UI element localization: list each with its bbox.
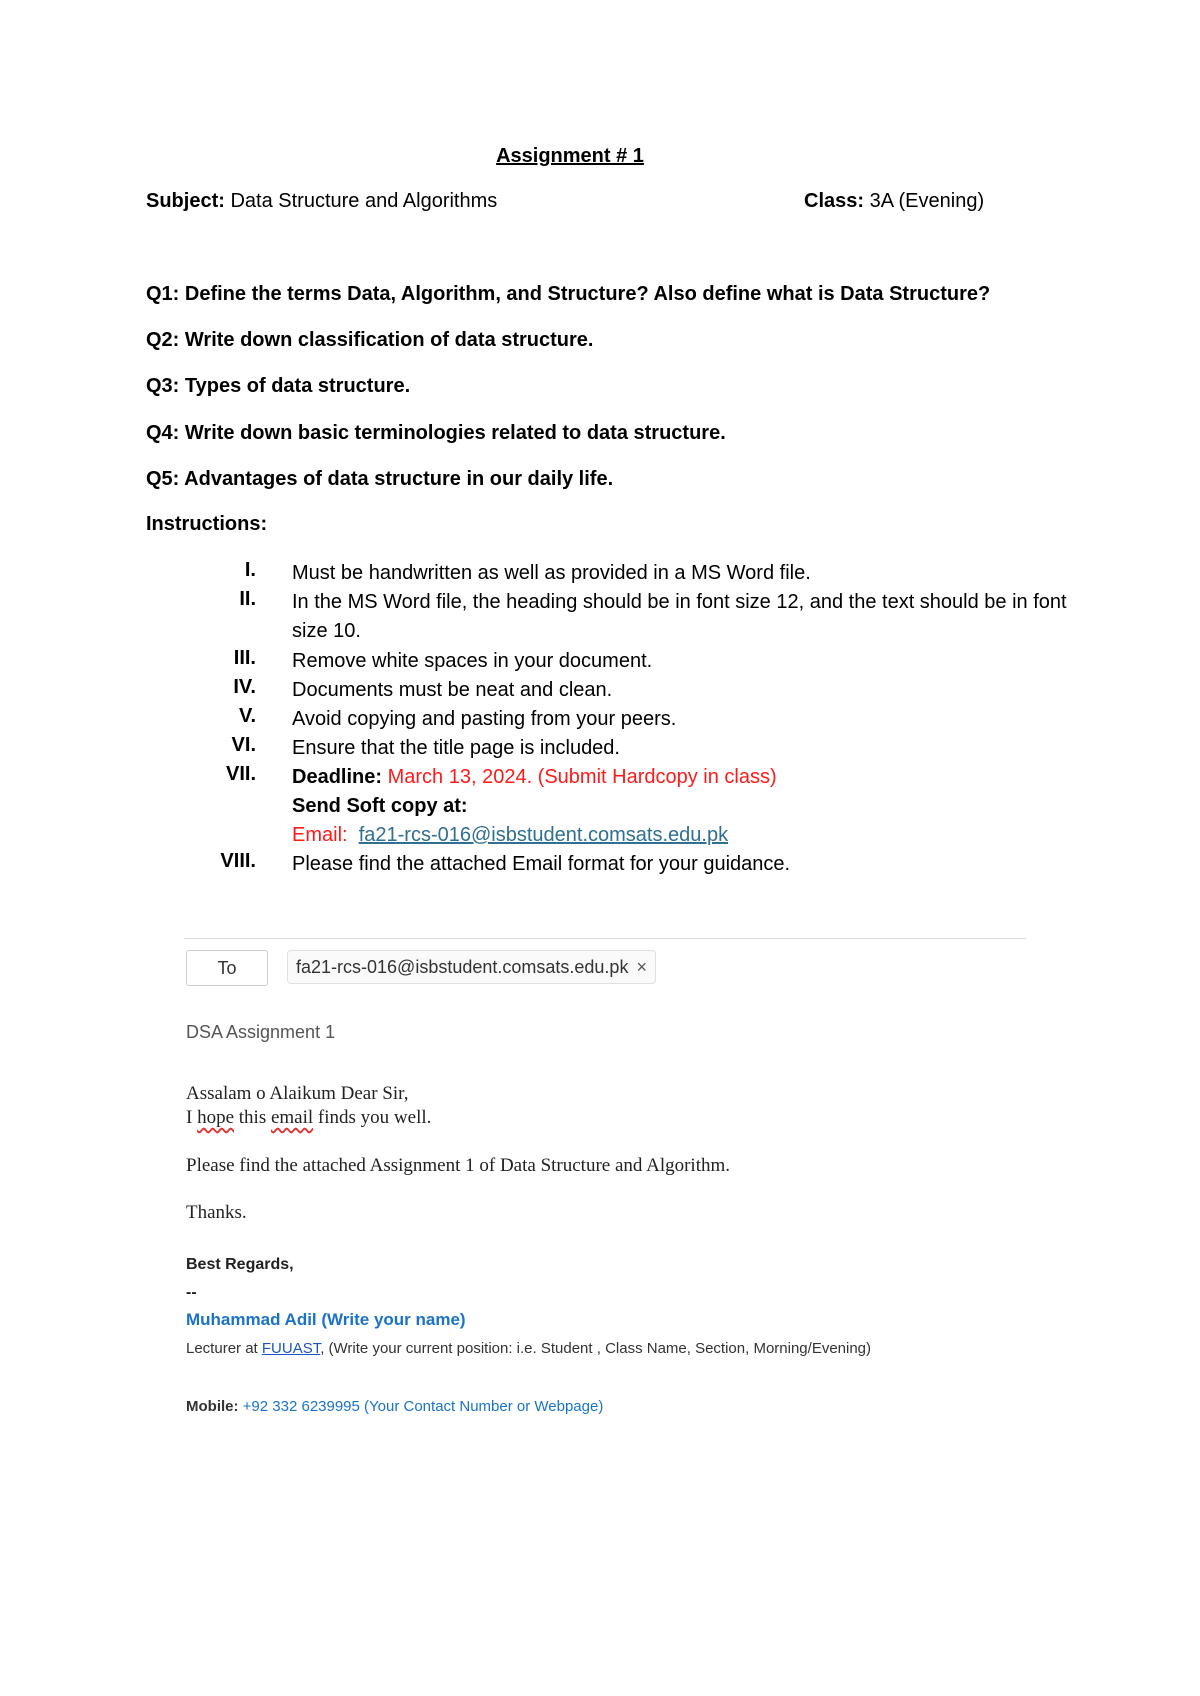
- deadline-value: March 13, 2024. (Submit Hardcopy in class): [387, 766, 777, 788]
- signature-regards: Best Regards,: [186, 1256, 294, 1273]
- instruction-text: Ensure that the title page is included.: [292, 737, 620, 759]
- soft-copy-label: Send Soft copy at:: [292, 795, 468, 817]
- greeting-text: finds you well.: [313, 1107, 432, 1128]
- instruction-number: VI.: [231, 734, 256, 756]
- question-2: Q2: Write down classification of data structure.: [146, 329, 594, 351]
- instructions-heading: Instructions:: [146, 513, 268, 535]
- recipient-address: fa21-rcs-016@isbstudent.comsats.edu.pk: [296, 957, 629, 977]
- instruction-text: In the MS Word file, the heading should be in font size 12, and the text should be in font size 10.: [292, 591, 1067, 642]
- subject-label: Subject:: [146, 190, 225, 212]
- instruction-text: [292, 763, 1072, 850]
- instruction-text: Remove white spaces in your document.: [292, 650, 653, 672]
- class-value: 3A (Evening): [869, 190, 985, 212]
- instruction-number: V.: [238, 705, 256, 727]
- email-greeting: Assalam o Alaikum Dear Sir,: [186, 1083, 409, 1104]
- mobile-label: Mobile:: [186, 1398, 239, 1415]
- instruction-number: III.: [233, 647, 256, 669]
- instruction-text: Please find the attached Email format for your guidance.: [292, 853, 791, 875]
- question-3: Q3: Types of data structure.: [146, 375, 411, 397]
- greeting-text: this: [234, 1107, 271, 1128]
- instruction-text: Must be handwritten as well as provided in a MS Word file.: [292, 562, 811, 584]
- to-button[interactable]: To: [186, 950, 268, 986]
- instruction-number: I.: [244, 559, 256, 581]
- email-body: Please find the attached Assignment 1 of Data Structure and Algorithm.: [186, 1155, 731, 1176]
- email-link[interactable]: fa21-rcs-016@isbstudent.comsats.edu.pk: [358, 824, 729, 846]
- instruction-number: VII.: [225, 763, 256, 785]
- instruction-number: VIII.: [220, 850, 256, 872]
- instruction-number: IV.: [233, 676, 256, 698]
- page-title: Assignment # 1: [496, 145, 644, 167]
- instruction-text: Avoid copying and pasting from your peers.: [292, 708, 677, 730]
- email-divider: [184, 938, 1026, 939]
- signature-dashes: --: [186, 1284, 197, 1301]
- greeting-text: I: [186, 1107, 198, 1128]
- email-subject: DSA Assignment 1: [186, 1022, 336, 1042]
- mobile-value: +92 332 6239995 (Your Contact Number or Webpage): [238, 1398, 604, 1415]
- email-label: Email:: [292, 824, 348, 846]
- position-suffix: , (Write your current position: i.e. Student , Class Name, Section, Morning/Evening): [320, 1340, 872, 1357]
- instruction-text: Documents must be neat and clean.: [292, 679, 613, 701]
- spellcheck-word: hope: [197, 1107, 235, 1128]
- signature-name: Muhammad Adil (Write your name): [186, 1310, 466, 1329]
- class-label: Class:: [804, 190, 865, 212]
- email-greeting-line-2: [186, 1107, 431, 1129]
- recipient-chip[interactable]: [287, 950, 656, 984]
- organization-link[interactable]: FUUAST: [261, 1340, 321, 1357]
- signature-mobile: [186, 1398, 603, 1415]
- close-icon[interactable]: ×: [636, 957, 647, 977]
- email-thanks: Thanks.: [186, 1202, 247, 1223]
- spellcheck-word: email: [270, 1107, 314, 1128]
- question-1: Q1: Define the terms Data, Algorithm, and Structure? Also define what is Data Structure?: [146, 283, 991, 305]
- signature-position: [186, 1340, 871, 1357]
- instruction-number: II.: [239, 588, 256, 610]
- question-5: Q5: Advantages of data structure in our daily life.: [146, 468, 614, 490]
- deadline-label: Deadline:: [292, 766, 383, 788]
- subject-line: [146, 190, 497, 213]
- subject-value: Data Structure and Algorithms: [230, 190, 498, 212]
- question-4: Q4: Write down basic terminologies related to data structure.: [146, 422, 726, 444]
- position-prefix: Lecturer at: [186, 1340, 262, 1357]
- class-line: [804, 190, 984, 213]
